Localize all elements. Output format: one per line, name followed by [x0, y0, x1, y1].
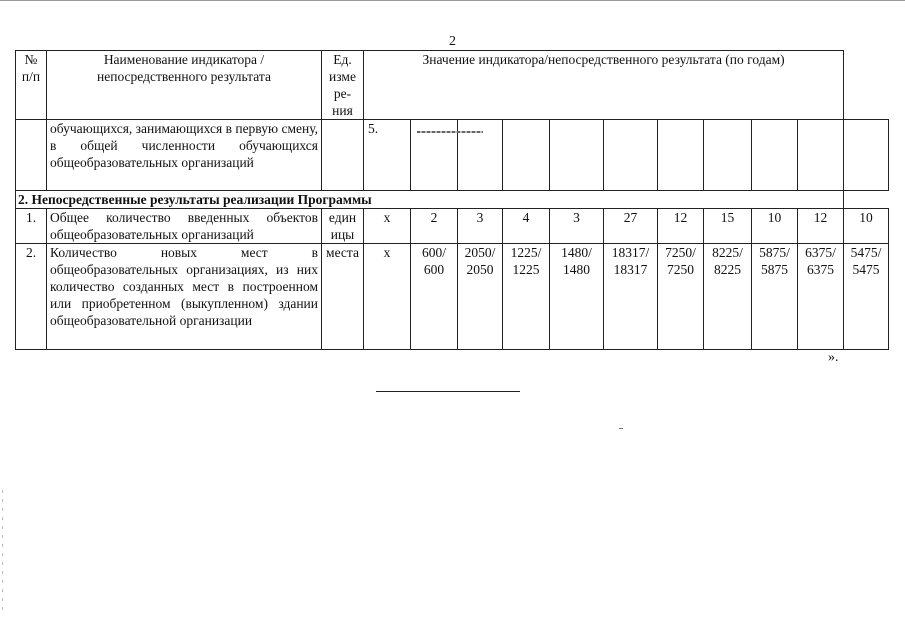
table-header-row — [16, 51, 889, 120]
continuation-cell — [604, 120, 658, 191]
row-name: Общее количество введенных объектов общеобразовательных организаций — [47, 209, 322, 244]
row-num: 2. — [16, 244, 47, 350]
indicator-table — [15, 50, 889, 350]
section-title: 2. Непосредственные результаты реализации Программы — [16, 191, 844, 209]
continuation-cell — [550, 120, 604, 191]
row-unit: един ицы — [322, 209, 364, 244]
row-value: 12 — [798, 209, 844, 244]
table-row — [16, 209, 889, 244]
scan-top-edge — [0, 0, 905, 1]
section-row — [16, 191, 889, 209]
closing-rule — [376, 391, 520, 392]
table-row — [16, 244, 889, 350]
continuation-cell — [503, 120, 550, 191]
row-value: 3 — [458, 209, 503, 244]
continuation-name: обучающихся, занимающихся в первую смену, в общей численности обучающихся общеобразовательных организаций — [47, 120, 322, 191]
header-values: Значение индикатора/непосредственного результата (по годам) — [364, 51, 844, 120]
row-value: 2 — [411, 209, 458, 244]
row-value: 10 — [844, 209, 889, 244]
row-value: 8225/ 8225 — [704, 244, 752, 350]
row-value: 27 — [604, 209, 658, 244]
row-value: 5475/ 5475 — [844, 244, 889, 350]
row-value: 6375/ 6375 — [798, 244, 844, 350]
row-value: 2050/ 2050 — [458, 244, 503, 350]
scan-speck — [619, 428, 623, 429]
row-value: 10 — [752, 209, 798, 244]
row-value: 4 — [503, 209, 550, 244]
scan-smudge — [417, 131, 483, 133]
row-value: 12 — [658, 209, 704, 244]
row-value: 5875/ 5875 — [752, 244, 798, 350]
row-value: 1480/ 1480 — [550, 244, 604, 350]
row-value: x — [364, 209, 411, 244]
continuation-unit — [322, 120, 364, 191]
row-value: 18317/ 18317 — [604, 244, 658, 350]
row-value: 7250/ 7250 — [658, 244, 704, 350]
continuation-num — [16, 120, 47, 191]
row-num: 1. — [16, 209, 47, 244]
page-number: 2 — [449, 34, 456, 49]
row-value: 1225/ 1225 — [503, 244, 550, 350]
continuation-cell — [798, 120, 844, 191]
header-name: Наименование индикатора / непосредственного результата — [47, 51, 322, 120]
continuation-cell — [704, 120, 752, 191]
row-name: Количество новых мест в общеобразовательных организациях, из них количество созданных мест в построенном или приобретенном (выкупленном) здании общеобразовательной организации — [47, 244, 322, 350]
continuation-first-cell: 5. — [364, 120, 411, 191]
continuation-cell — [658, 120, 704, 191]
row-value: 3 — [550, 209, 604, 244]
continuation-cell — [844, 120, 889, 191]
row-value: 600/ 600 — [411, 244, 458, 350]
continuation-row — [16, 120, 889, 191]
continuation-cell — [752, 120, 798, 191]
scan-left-edge — [2, 490, 3, 610]
row-value: 15 — [704, 209, 752, 244]
row-unit: места — [322, 244, 364, 350]
closing-quote: ». — [828, 350, 839, 365]
row-value: x — [364, 244, 411, 350]
continuation-cell — [411, 120, 458, 191]
header-num: № п/п — [16, 51, 47, 120]
header-unit: Ед. изме ре- ния — [322, 51, 364, 120]
